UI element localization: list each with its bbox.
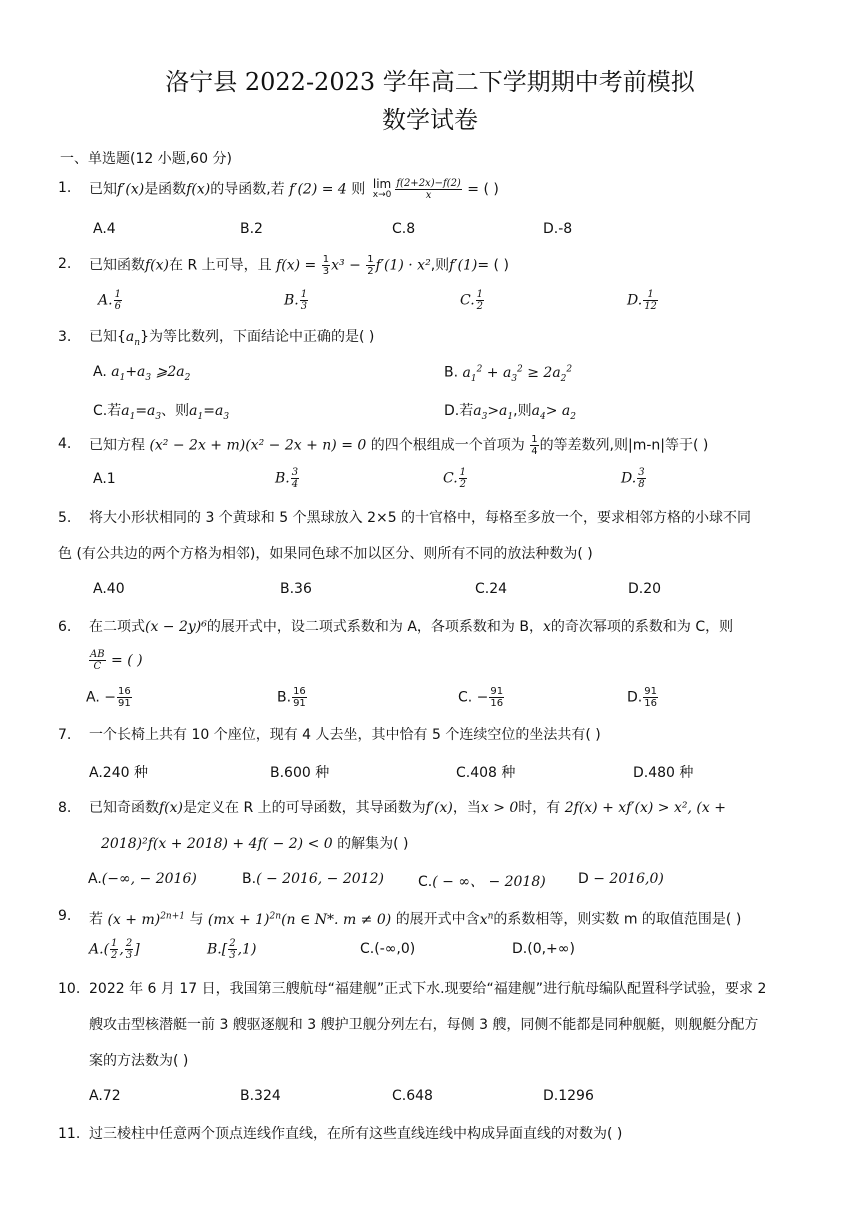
question-text: 在 R 上可导，且 <box>169 257 272 274</box>
question-text: 时，有 <box>518 800 561 816</box>
option-b: B. $\frac{16}{91}$ <box>277 686 306 709</box>
question-text: 色 (有公共边的两个方格为相邻)，如果同色球不加以区分、则所有不同的放法种数为( ) <box>58 546 593 562</box>
option-a: A.240 种 <box>89 765 148 781</box>
question-text: 的展开式中，设二项式系数和为 A，各项系数和为 B， <box>206 619 543 635</box>
question-number: 10. <box>58 981 81 997</box>
question-text: 过三棱柱中任意两个顶点连线作直线，在所有这些直线连线中构成异面直线的对数为( ) <box>89 1126 623 1142</box>
question-text: 与 <box>189 911 204 928</box>
question-text: 已知 <box>89 181 117 198</box>
question-text: 的四个根组成一个首项为 <box>370 437 525 454</box>
question-text: 将大小形状相同的 3 个黄球和 5 个黑球放入 2×5 的十官格中，每格至多放一个，要求相邻方格的小球不同 <box>89 510 752 526</box>
option-b: B.( − 2016, − 2012) <box>242 871 384 887</box>
option-b: B.324 <box>240 1088 281 1104</box>
question-text: ，当 <box>452 800 481 816</box>
question-text: 的系数相等，则实数 m 的取值范围是( ) <box>493 911 742 928</box>
question-text: 已知函数 <box>89 257 145 274</box>
question-number: 8. <box>58 800 72 816</box>
option-d: D.480 种 <box>633 765 694 781</box>
option-d: D.(0,+∞) <box>512 941 575 957</box>
question-text: 是定义在 R 上的可导函数，其导函数为 <box>183 800 426 816</box>
question-text: 的导函数,若 <box>210 181 285 198</box>
question-text: 是函数 <box>144 181 187 198</box>
option-c: C.(-∞,0) <box>360 941 416 957</box>
option-a: A.1 <box>93 471 116 487</box>
option-b: B.[ $\frac{2}{3}$ ,1) <box>207 938 257 961</box>
question-text: 则 <box>351 181 366 198</box>
question-number: 9. <box>58 908 72 924</box>
option-a: A.(−∞, − 2016) <box>88 871 197 887</box>
question-text: 2022 年 6 月 17 日，我国第三艘航母“福建舰”正式下水.现要给“福建舰”进行航母编队配置科学试验，要求 2 <box>89 981 767 997</box>
question-text: = ( ) <box>467 181 499 198</box>
question-text: 案的方法数为( ) <box>89 1053 189 1069</box>
option-c: C. $\frac{1}{2}$ <box>443 467 467 490</box>
option-a: A. − $\frac{16}{91}$ <box>86 686 131 709</box>
question-number: 7. <box>58 727 72 743</box>
exam-title-line1: 洛宁县 2022-2023 学年高二下学期期中考前模拟 <box>165 68 695 96</box>
option-a: A.4 <box>93 221 116 237</box>
option-d: D.20 <box>628 581 662 597</box>
option-a: A.72 <box>89 1088 121 1104</box>
question-text: 2018)²f(x + 2018) + 4f( − 2) < 0 的解集为( ) <box>101 836 409 852</box>
question-text: 已知奇函数 <box>89 800 159 816</box>
question-number: 2. <box>58 256 72 272</box>
option-b: B. $\frac{3}{4}$ <box>275 467 299 490</box>
question-number: 1. <box>58 180 72 196</box>
option-c: C.若$a_1=a_3$、则$a_1=a_3$ <box>93 403 230 422</box>
option-b: B.600 种 <box>270 765 330 781</box>
option-c: C. $\frac{1}{2}$ <box>460 289 484 312</box>
option-b: B.2 <box>240 221 263 237</box>
question-text: 艘攻击型核潜艇一前 3 艘驱逐舰和 3 艘护卫舰分列左右，每侧 3 艘，同侧不能都是同种舰艇，则舰艇分配方 <box>89 1017 759 1033</box>
question-text: 已知方程 <box>89 437 145 454</box>
option-a: A. $a_1+a_3$ $⩾2a_2$ <box>93 364 191 383</box>
option-d: D. $\frac{91}{16}$ <box>627 686 657 709</box>
option-c: C.( − ∞、 − 2018) <box>418 874 546 890</box>
question-number: 5. <box>58 510 72 526</box>
option-c: C. − $\frac{91}{16}$ <box>458 686 504 709</box>
question-text: 在二项式 <box>89 619 145 635</box>
question-text: = ( ) <box>477 257 509 274</box>
question-text: 的展开式中含 <box>395 911 480 928</box>
option-b: B.36 <box>280 581 312 597</box>
question-text: 若 <box>89 911 103 928</box>
section-heading: 一、单选题(12 小题,60 分) <box>60 151 232 167</box>
question-text: 一个长椅上共有 10 个座位，现有 4 人去坐，其中恰有 5 个连续空位的坐法共有( ) <box>89 727 601 743</box>
question-text: 的奇次幂项的系数和为 C，则 <box>550 619 734 635</box>
option-d: D. $\frac{1}{12}$ <box>627 289 657 312</box>
option-c: C.648 <box>392 1088 433 1104</box>
question-text: 已知{ <box>89 329 126 345</box>
option-c: C.24 <box>475 581 508 597</box>
question-number: 11. <box>58 1126 81 1142</box>
question-number: 4. <box>58 436 72 452</box>
option-a: A. $\frac{1}{6}$ <box>98 289 121 312</box>
question-text: ,则 <box>430 257 450 274</box>
option-c: C.408 种 <box>456 765 516 781</box>
limit-expression: lim x→0 <box>372 176 392 200</box>
option-b: B. $a_1^2 + a_3^2 \ge 2a_2^2$ <box>444 364 573 384</box>
option-a: A.( $\frac{1}{2}$ , $\frac{2}{3}$ ] <box>89 938 140 961</box>
option-d: D.若$a_3>a_1$,则$a_4> a_2$ <box>444 403 576 422</box>
exam-title-line2: 数学试卷 <box>382 106 478 134</box>
option-d: D.1296 <box>543 1088 594 1104</box>
question-number: 3. <box>58 329 72 345</box>
option-d: D − 2016,0) <box>578 871 664 887</box>
option-a: A.40 <box>93 581 125 597</box>
option-c: C.8 <box>392 221 416 237</box>
option-b: B. $\frac{1}{3}$ <box>284 289 308 312</box>
option-d: D.-8 <box>543 221 573 237</box>
question-text: 的等差数列,则|m-n|等于( ) <box>539 437 709 454</box>
fraction: $\frac{f(2+2x)-f(2)}{x}$ <box>396 178 461 201</box>
question-number: 6. <box>58 619 72 635</box>
question-text: }为等比数列，下面结论中正确的是( ) <box>140 329 375 345</box>
option-d: D. $\frac{3}{8}$ <box>621 467 645 490</box>
question-text: $\frac{AB}{C}$ = ( ) <box>90 649 143 672</box>
